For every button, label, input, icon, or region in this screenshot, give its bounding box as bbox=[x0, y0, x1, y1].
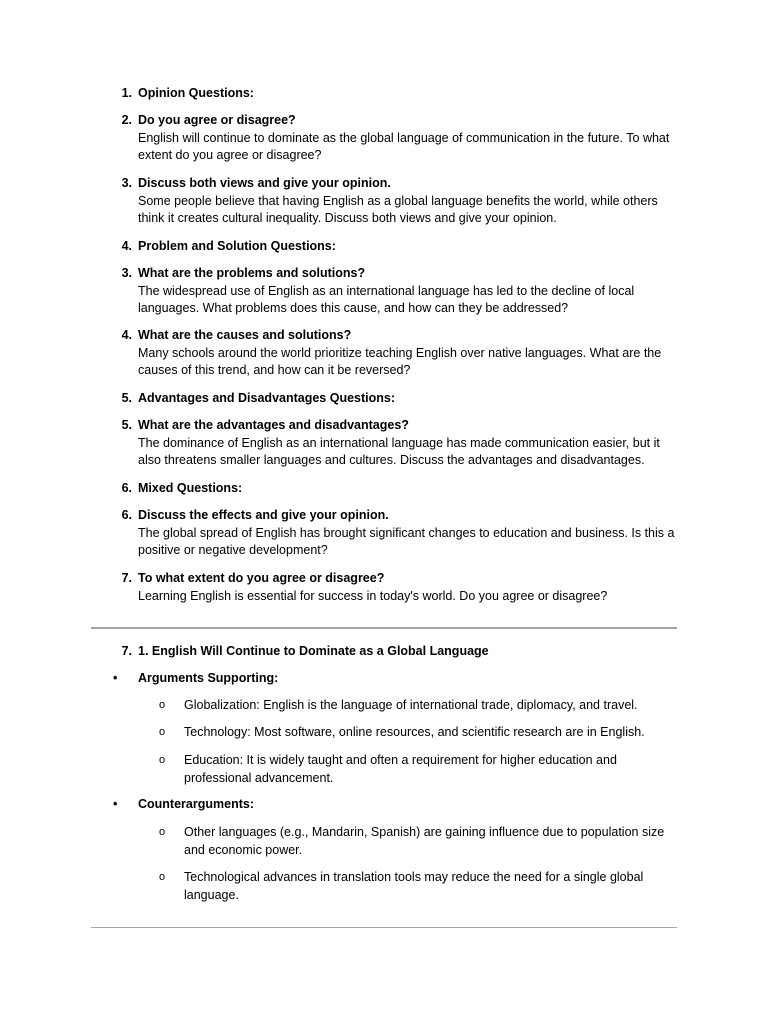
section-heading: Mixed Questions: bbox=[138, 481, 243, 495]
question-title: Discuss both views and give your opinion. bbox=[138, 176, 391, 190]
argument-text: Globalization: English is the language of international trade, diplomacy, and travel. bbox=[184, 698, 638, 712]
circle-bullet-icon: o bbox=[159, 726, 166, 738]
circle-bullet-icon: o bbox=[159, 754, 166, 766]
list-number: 6. bbox=[121, 508, 132, 522]
bullet-icon: • bbox=[113, 671, 118, 685]
question-text: English will continue to dominate as the global language of communication in the future. To what extent do you agree or disagree? bbox=[138, 130, 670, 162]
argument-text: Other languages (e.g., Mandarin, Spanish) are gaining influence due to population size and economic power. bbox=[184, 825, 665, 857]
circle-bullet-icon: o bbox=[159, 699, 166, 711]
list-number: 5. bbox=[121, 391, 132, 405]
question-title: Do you agree or disagree? bbox=[138, 113, 296, 127]
list-number: 3. bbox=[121, 176, 132, 190]
bullet-icon: • bbox=[113, 797, 118, 811]
question-text: The dominance of English as an international language has made communication easier, but it also threatens smaller languages and cultures. Discuss the advantages and disadvantages. bbox=[138, 435, 660, 467]
arguments-supporting-heading: Arguments Supporting: bbox=[138, 671, 279, 685]
horizontal-divider bbox=[91, 927, 677, 928]
list-number: 4. bbox=[121, 328, 132, 342]
question-text: Many schools around the world prioritize teaching English over native languages. What are the causes of this trend, and how can it be reversed? bbox=[138, 345, 662, 377]
counterarguments-heading: Counterarguments: bbox=[138, 797, 254, 811]
list-number: 5. bbox=[121, 418, 132, 432]
circle-bullet-icon: o bbox=[159, 826, 166, 838]
section-heading: Advantages and Disadvantages Questions: bbox=[138, 391, 396, 405]
list-number: 1. bbox=[121, 86, 132, 100]
question-title: What are the causes and solutions? bbox=[138, 328, 352, 342]
horizontal-divider bbox=[91, 627, 677, 629]
list-number: 2. bbox=[121, 113, 132, 127]
question-text: Learning English is essential for success in today's world. Do you agree or disagree? bbox=[138, 588, 608, 603]
question-title: What are the problems and solutions? bbox=[138, 266, 366, 280]
list-number: 7. bbox=[121, 571, 132, 585]
section-heading: Opinion Questions: bbox=[138, 86, 254, 100]
question-title: What are the advantages and disadvantages? bbox=[138, 418, 409, 432]
question-title: Discuss the effects and give your opinion. bbox=[138, 508, 389, 522]
section-heading: Problem and Solution Questions: bbox=[138, 239, 336, 253]
list-number: 4. bbox=[121, 239, 132, 253]
question-text: Some people believe that having English as a global language benefits the world, while others think it creates cultural inequality. Discuss both views and give your opinion. bbox=[138, 193, 658, 225]
list-number: 3. bbox=[121, 266, 132, 280]
argument-text: Technological advances in translation tools may reduce the need for a single global language. bbox=[184, 870, 644, 902]
list-number: 7. bbox=[121, 644, 132, 658]
circle-bullet-icon: o bbox=[159, 871, 166, 883]
argument-text: Technology: Most software, online resources, and scientific research are in English. bbox=[184, 725, 645, 739]
question-text: The global spread of English has brought significant changes to education and business. Is this a positive or negative development? bbox=[138, 525, 675, 557]
argument-text: Education: It is widely taught and often a requirement for higher education and professional advancement. bbox=[184, 753, 617, 785]
list-number: 6. bbox=[121, 481, 132, 495]
question-title: To what extent do you agree or disagree? bbox=[138, 571, 385, 585]
question-text: The widespread use of English as an international language has led to the decline of local languages. What problems does this cause, and how can they be addressed? bbox=[138, 283, 635, 315]
section-title: 1. English Will Continue to Dominate as a Global Language bbox=[138, 644, 489, 658]
